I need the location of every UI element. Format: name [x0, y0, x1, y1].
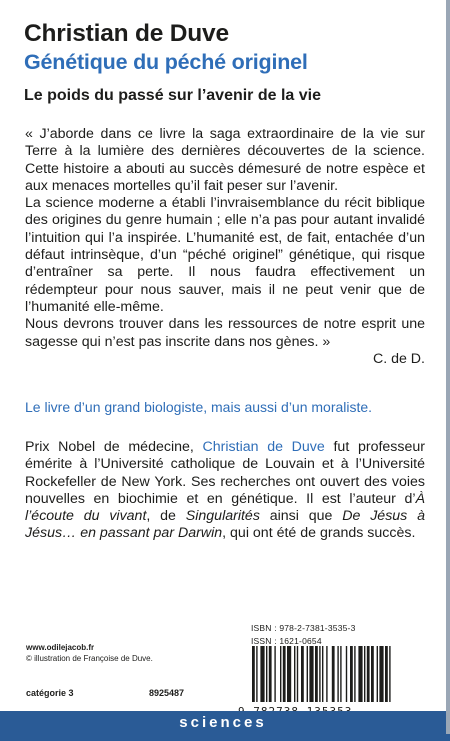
bio-text: ainsi que [259, 508, 343, 525]
collection-label: sciences [179, 714, 267, 731]
bio-text: , qui ont été de grands succès. [222, 525, 416, 542]
bio-text: Prix Nobel de médecine, [25, 439, 203, 455]
isbn-number: ISBN : 978-2-7381-3535-3 [251, 623, 356, 633]
book-reference: À l’écoute du vivant [25, 490, 425, 525]
author-biography [25, 439, 425, 543]
author-quote [25, 126, 425, 368]
issn-number: ISSN : 1621-0654 [251, 636, 322, 646]
bio-text: , de [146, 508, 186, 525]
book-title: Génétique du péché originel [24, 50, 308, 74]
quote-paragraph: « J’aborde dans ce livre la saga extraordinaire de la vie sur Terre à la lumière des dernières découvertes de la science. Cette histoire a abouti au succès démesuré de notre espèce et aux menaces mortelles qu’il fait peser sur l’avenir. [25, 126, 425, 194]
cover-edge [446, 0, 450, 741]
bio-author-name: Christian de Duve [202, 439, 325, 455]
barcode [252, 646, 430, 702]
bio-text: fut professeur émérite à l’Université catholique de Louvain et à l’Université Rockefeller de New York. Ses recherches ont ouvert des voies nouvelles en biochimie et en génétique. Il est l’auteur d’ [25, 439, 425, 507]
illustration-credit: © illustration de Françoise de Duve. [26, 654, 153, 663]
quote-signature: C. de D. [372, 350, 425, 367]
author-name: Christian de Duve [24, 20, 229, 47]
category-label: catégorie 3 [26, 688, 74, 698]
bottom-edge [0, 734, 450, 741]
quote-paragraph: La science moderne a établi l’invraisemblance du récit biblique des origines du genre humain ; elle n’a pas pour autant invalidé l’intuition qui l’a inspirée. L’humanité est, de fait, entachée d’un défaut intrinsèque, d’un “péché originel” génétique, qui risque d’entraîner sa perte. Il nous faudra effectivement un rédempteur pour nous sauver, mais il ne peut venir que de l’humanité elle-même. [25, 195, 425, 315]
book-reference: De Jésus à Jésus… en passant par Darwin [25, 508, 425, 542]
publisher-website: www.odilejacob.fr [26, 643, 95, 652]
book-reference: Singularités [185, 508, 260, 525]
product-code: 8925487 [149, 688, 185, 698]
book-subtitle: Le poids du passé sur l’avenir de la vie [24, 87, 321, 104]
tagline: Le livre d’un grand biologiste, mais aussi d’un moraliste. [25, 399, 373, 415]
quote-paragraph: Nous devrons trouver dans les ressources de notre esprit une sagesse qui n’est pas inscrite dans nos gènes. » [25, 316, 425, 350]
